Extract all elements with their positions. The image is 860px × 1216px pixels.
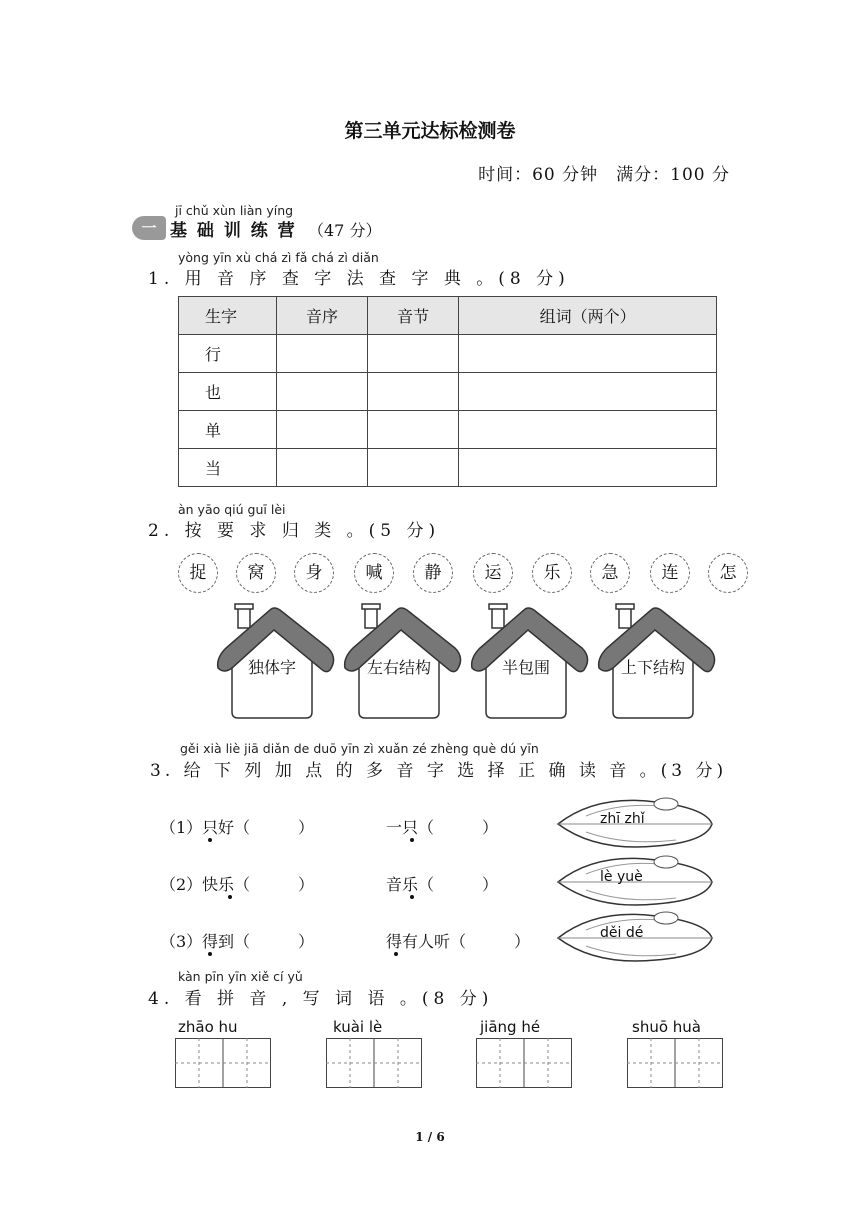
char-cell: 也 bbox=[179, 373, 277, 411]
char-circle: 身 bbox=[294, 553, 334, 593]
answer-cell[interactable] bbox=[368, 449, 459, 487]
answer-cell[interactable] bbox=[368, 411, 459, 449]
table-row bbox=[179, 449, 717, 487]
char-circle-clip bbox=[708, 553, 737, 593]
char-cell: 单 bbox=[179, 411, 277, 449]
q3-item-number: （2） bbox=[160, 875, 203, 894]
section-score: （47 分） bbox=[308, 221, 382, 240]
emphasis-dot bbox=[394, 952, 398, 956]
q3-item-b: 音乐（ ） bbox=[386, 875, 499, 894]
char-circle: 乐 bbox=[532, 553, 572, 593]
q3-item-number: （3） bbox=[160, 932, 203, 951]
char-circle: 运 bbox=[473, 553, 513, 593]
section-number-badge: 一 bbox=[132, 216, 166, 240]
q3-item-b: 得有人听（ ） bbox=[386, 932, 531, 951]
answer-cell[interactable] bbox=[277, 411, 368, 449]
page-title: 第三单元达标检测卷 bbox=[344, 120, 516, 142]
char-cell: 行 bbox=[179, 335, 277, 373]
leaf-pinyin: lè yuè bbox=[600, 869, 643, 885]
word-pinyin: zhāo hu bbox=[178, 1018, 238, 1036]
table-header-row bbox=[179, 297, 717, 335]
answer-cell[interactable] bbox=[277, 335, 368, 373]
char-cell: 当 bbox=[179, 449, 277, 487]
q4-pinyin: kàn pīn yīn xiě cí yǔ bbox=[178, 969, 303, 984]
q3-item-b: 一只（ ） bbox=[386, 818, 499, 837]
leaf-pinyin: děi dé bbox=[600, 925, 644, 941]
section-pinyin: jī chǔ xùn liàn yíng bbox=[175, 203, 294, 218]
page-number: 1 / 6 bbox=[415, 1130, 445, 1144]
answer-cell[interactable] bbox=[368, 373, 459, 411]
answer-cell[interactable] bbox=[368, 335, 459, 373]
leaf-pinyin: zhī zhǐ bbox=[600, 811, 645, 827]
house-label: 半包围 bbox=[501, 658, 550, 677]
answer-cell[interactable] bbox=[459, 373, 717, 411]
writing-grid[interactable] bbox=[175, 1038, 271, 1088]
char-circle: 喊 bbox=[354, 553, 394, 593]
q3-item-a: 快乐（ ） bbox=[202, 875, 315, 894]
q1-pinyin: yòng yīn xù chá zì fǎ chá zì diǎn bbox=[178, 250, 379, 265]
exam-meta: 时间：60 分钟 满分：100 分 bbox=[478, 165, 730, 185]
table-header: 音节 bbox=[368, 297, 459, 335]
q3-pinyin: gěi xià liè jiā diǎn de duō yīn zì xuǎn zé zhèng què dú yīn bbox=[180, 741, 539, 756]
char-circle: 静 bbox=[413, 553, 453, 593]
house-label: 左右结构 bbox=[366, 658, 431, 677]
q4-text: 4. 看 拼 音 , 写 词 语 。(8 分) bbox=[148, 989, 494, 1009]
writing-grid[interactable] bbox=[627, 1038, 723, 1088]
table-row bbox=[179, 335, 717, 373]
char-circle: 怎 bbox=[708, 553, 748, 593]
answer-cell[interactable] bbox=[277, 449, 368, 487]
q1-text: 1. 用 音 序 查 字 法 查 字 典 。(8 分) bbox=[148, 269, 570, 289]
q3-item-number: （1） bbox=[160, 818, 203, 837]
q3-item-a: 只好（ ） bbox=[202, 818, 315, 837]
answer-cell[interactable] bbox=[277, 373, 368, 411]
word-pinyin: jiāng hé bbox=[480, 1018, 541, 1036]
word-pinyin: shuō huà bbox=[632, 1018, 701, 1036]
emphasis-dot bbox=[228, 895, 232, 899]
table-row bbox=[179, 411, 717, 449]
table-header: 组词（两个） bbox=[459, 297, 717, 335]
q3-item-a: 得到（ ） bbox=[202, 932, 315, 951]
word-pinyin: kuài lè bbox=[333, 1018, 383, 1036]
q3-text: 3. 给 下 列 加 点 的 多 音 字 选 择 正 确 读 音 。(3 分) bbox=[150, 761, 728, 781]
emphasis-dot bbox=[410, 895, 414, 899]
table-header: 音序 bbox=[277, 297, 368, 335]
writing-grid[interactable] bbox=[326, 1038, 422, 1088]
q2-text: 2. 按 要 求 归 类 。(5 分) bbox=[148, 521, 441, 541]
char-circle: 捉 bbox=[178, 553, 218, 593]
answer-cell[interactable] bbox=[459, 411, 717, 449]
answer-cell[interactable] bbox=[459, 335, 717, 373]
house-label: 上下结构 bbox=[620, 658, 685, 677]
table-row bbox=[179, 373, 717, 411]
answer-cell[interactable] bbox=[459, 449, 717, 487]
q2-pinyin: àn yāo qiú guī lèi bbox=[178, 502, 286, 517]
house-label: 独体字 bbox=[247, 658, 296, 677]
table-header: 生字 bbox=[179, 297, 277, 335]
lookup-table bbox=[178, 296, 717, 487]
writing-grid[interactable] bbox=[476, 1038, 572, 1088]
char-circle: 连 bbox=[650, 553, 690, 593]
emphasis-dot bbox=[208, 952, 212, 956]
emphasis-dot bbox=[208, 838, 212, 842]
char-circle: 急 bbox=[590, 553, 630, 593]
emphasis-dot bbox=[410, 838, 414, 842]
char-circle: 窝 bbox=[236, 553, 276, 593]
section-title: 基 础 训 练 营 bbox=[170, 221, 297, 241]
